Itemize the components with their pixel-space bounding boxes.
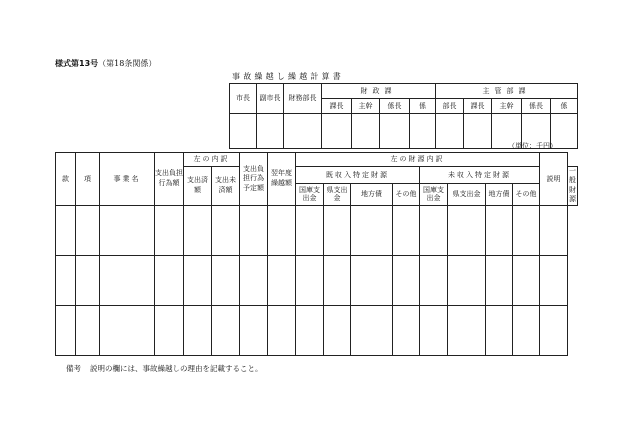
stamp-cell[interactable]	[230, 114, 257, 149]
input-cell[interactable]	[155, 205, 184, 255]
input-cell[interactable]	[486, 255, 513, 305]
header-shishutsu-misai: 支出未済額	[212, 167, 240, 206]
approval-finance-col: 係長	[380, 99, 410, 114]
input-cell[interactable]	[212, 205, 240, 255]
input-cell[interactable]	[184, 205, 212, 255]
header-shishutsu-zumi: 支出済額	[184, 167, 212, 206]
input-cell[interactable]	[513, 205, 540, 255]
approval-mayor: 市長	[230, 84, 257, 114]
input-cell[interactable]	[56, 205, 76, 255]
input-cell[interactable]	[420, 305, 448, 355]
header-chihousai: 地方債	[486, 184, 513, 206]
approval-super-col: 主幹	[492, 99, 522, 114]
input-cell[interactable]	[240, 255, 268, 305]
input-cell[interactable]	[240, 305, 268, 355]
header-kou: 項	[76, 153, 100, 206]
input-cell[interactable]	[184, 255, 212, 305]
input-cell[interactable]	[448, 205, 486, 255]
input-cell[interactable]	[155, 305, 184, 355]
input-cell[interactable]	[540, 205, 568, 255]
input-cell[interactable]	[393, 205, 420, 255]
header-chihousai: 地方債	[351, 184, 393, 206]
input-cell[interactable]	[486, 305, 513, 355]
header-ken: 県支出金	[324, 184, 351, 206]
input-cell[interactable]	[324, 305, 351, 355]
input-cell[interactable]	[155, 255, 184, 305]
approval-finance-col: 課長	[322, 99, 352, 114]
approval-super-col: 係長	[522, 99, 551, 114]
input-cell[interactable]	[393, 305, 420, 355]
input-cell[interactable]	[100, 255, 155, 305]
stamp-cell[interactable]	[284, 114, 322, 149]
form-number	[55, 58, 156, 69]
input-cell[interactable]	[351, 305, 393, 355]
input-cell[interactable]	[268, 255, 296, 305]
header-sonota: その他	[513, 184, 540, 206]
input-cell[interactable]	[324, 205, 351, 255]
input-cell[interactable]	[324, 255, 351, 305]
input-cell[interactable]	[296, 205, 324, 255]
approval-finance-col: 係	[410, 99, 436, 114]
approval-super-col: 課長	[464, 99, 492, 114]
header-left-fund: 左の財源内訳	[296, 153, 540, 167]
approval-finance-col: 主幹	[352, 99, 380, 114]
stamp-cell[interactable]	[464, 114, 492, 149]
input-cell[interactable]	[76, 305, 100, 355]
header-kan: 款	[56, 153, 76, 206]
header-ken: 県支出金	[448, 184, 486, 206]
input-cell[interactable]	[212, 305, 240, 355]
input-cell[interactable]	[448, 305, 486, 355]
input-cell[interactable]	[296, 305, 324, 355]
stamp-cell[interactable]	[380, 114, 410, 149]
approval-finance-director: 財務部長	[284, 84, 322, 114]
input-cell[interactable]	[268, 305, 296, 355]
remarks-text: 説明の欄には、事故繰越しの理由を記載すること。	[90, 364, 263, 373]
header-left-breakdown: 左の内訳	[184, 153, 240, 167]
stamp-cell[interactable]	[410, 114, 436, 149]
input-cell[interactable]	[351, 255, 393, 305]
input-cell[interactable]	[393, 255, 420, 305]
input-cell[interactable]	[351, 205, 393, 255]
header-shishutsu-futan-yotei: 支出負担行為予定額	[240, 153, 268, 206]
input-cell[interactable]	[513, 305, 540, 355]
input-cell[interactable]	[100, 205, 155, 255]
input-cell[interactable]	[296, 255, 324, 305]
carryover-table	[55, 152, 578, 356]
input-cell[interactable]	[420, 205, 448, 255]
stamp-cell[interactable]	[257, 114, 284, 149]
form-number-label: 様式第13号	[55, 59, 99, 68]
input-cell[interactable]	[56, 305, 76, 355]
header-kuni: 国庫支出金	[420, 184, 448, 206]
input-cell[interactable]	[513, 255, 540, 305]
input-cell[interactable]	[268, 205, 296, 255]
input-cell[interactable]	[76, 255, 100, 305]
input-cell[interactable]	[212, 255, 240, 305]
header-ippan: 一般財源	[569, 167, 576, 204]
approval-super-col: 係	[551, 99, 578, 114]
approval-supervising-dept: 主管部課	[436, 84, 578, 99]
input-cell[interactable]	[76, 205, 100, 255]
header-yokunendo: 翌年度繰越額	[268, 153, 296, 206]
header-sonota: その他	[393, 184, 420, 206]
input-cell[interactable]	[486, 205, 513, 255]
header-setsumei: 説明	[540, 153, 568, 206]
header-jigyoumei: 事業名	[100, 153, 155, 206]
input-cell[interactable]	[448, 255, 486, 305]
header-mishuu: 未収入特定財源	[420, 167, 540, 184]
unit-label: （単位：千円）	[508, 142, 557, 150]
stamp-cell[interactable]	[436, 114, 464, 149]
header-kuni: 国庫支出金	[296, 184, 324, 206]
stamp-cell[interactable]	[322, 114, 352, 149]
remarks-key: 備考	[66, 364, 81, 373]
remarks	[66, 363, 263, 374]
document-title: 事故繰越し繰越計算書	[232, 72, 344, 81]
input-cell[interactable]	[420, 255, 448, 305]
input-cell[interactable]	[56, 255, 76, 305]
input-cell[interactable]	[184, 305, 212, 355]
stamp-cell[interactable]	[352, 114, 380, 149]
header-shishutsu-futan: 支出負担行為額	[155, 153, 184, 206]
input-cell[interactable]	[540, 305, 568, 355]
input-cell[interactable]	[240, 205, 268, 255]
input-cell[interactable]	[100, 305, 155, 355]
approval-vice-mayor: 副市長	[257, 84, 284, 114]
header-kishuu: 既収入特定財源	[296, 167, 420, 184]
input-cell[interactable]	[540, 255, 568, 305]
approval-super-col: 部長	[436, 99, 464, 114]
approval-finance-division: 財政課	[322, 84, 436, 99]
form-number-ref: （第18条関係）	[98, 59, 157, 68]
approval-table	[229, 83, 578, 149]
